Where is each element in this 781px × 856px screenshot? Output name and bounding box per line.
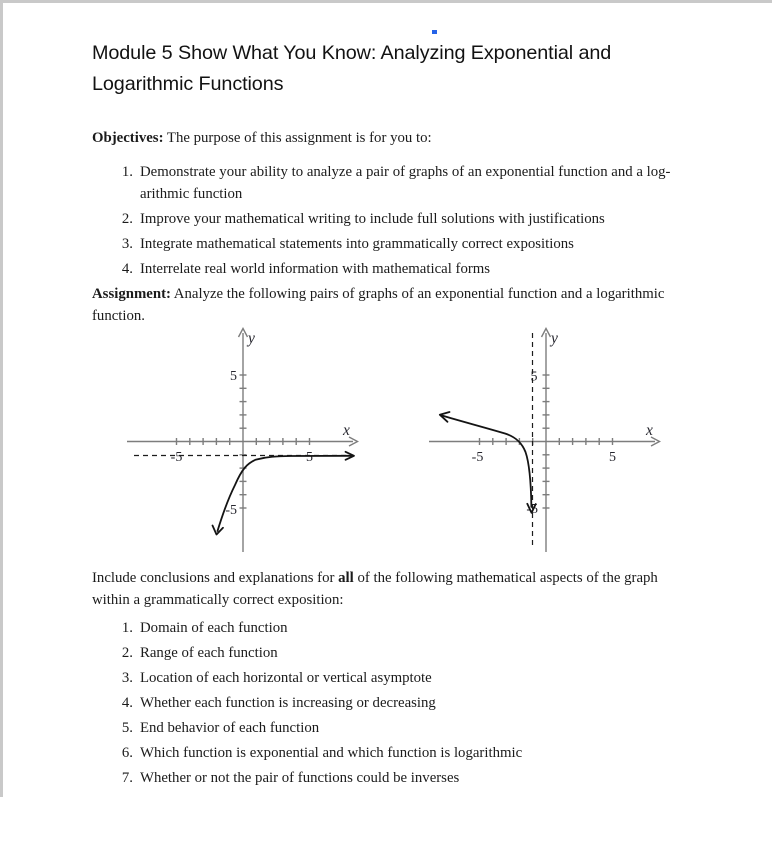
list-item-number: 6.: [121, 745, 133, 761]
tick-label-xneg5: -5: [471, 450, 484, 465]
title-line-2: Logarithmic Functions: [92, 73, 284, 95]
exponential-graph: [125, 322, 360, 558]
page-edge-top: [0, 0, 772, 3]
axes: [127, 329, 358, 553]
list-item-text: Whether each function is increasing or decreasing: [140, 695, 436, 711]
assignment-paragraph: [92, 283, 712, 327]
logarithmic-graph: [425, 322, 665, 558]
list-item-number: 3.: [121, 236, 133, 252]
list-item-text: Interrelate real world information with mathematical forms: [140, 261, 491, 277]
list-item: [115, 692, 715, 714]
list-item-number: 2.: [121, 645, 133, 661]
list-item-number: 1.: [121, 164, 133, 180]
list-item: [115, 742, 715, 764]
list-item: [115, 767, 715, 789]
objectives-list: [115, 161, 715, 283]
tick-label-x5: 5: [609, 450, 616, 465]
list-item-number: 7.: [121, 770, 133, 786]
objectives-label: Objectives:: [92, 130, 164, 146]
include-prefix: Include conclusions and explanations for: [92, 570, 339, 586]
exponential-curve: [213, 452, 355, 535]
include-suffix: of the following mathematical aspects of the graph: [353, 570, 658, 586]
include-bold: all: [338, 570, 354, 586]
list-item-text: Improve your mathematical writing to include full solutions with justifications: [140, 211, 605, 227]
list-item-text: Whether or not the pair of functions could be inverses: [140, 770, 460, 786]
list-item-number: 2.: [121, 211, 133, 227]
list-item-text: Demonstrate your ability to analyze a pair of graphs of an exponential function and a log-: [140, 164, 671, 180]
list-item-number: 4.: [121, 695, 133, 711]
y-axis-label: y: [551, 330, 558, 347]
list-item-text: Domain of each function: [140, 620, 288, 636]
axes: [429, 329, 660, 553]
list-item-text: End behavior of each function: [140, 720, 320, 736]
tick-label-y5: 5: [530, 369, 538, 385]
assignment-text-line-2: function.: [92, 308, 146, 324]
assignment-label: Assignment:: [92, 286, 171, 302]
tick-label-yneg5: -5: [526, 502, 538, 517]
list-item-number: 3.: [121, 670, 133, 686]
list-item-number: 4.: [121, 261, 133, 277]
objectives-intro: The purpose of this assignment is for you to:: [163, 130, 432, 146]
list-item-text: Which function is exponential and which function is logarithmic: [140, 745, 523, 761]
list-item: [115, 717, 715, 739]
list-item-text: Range of each function: [140, 645, 278, 661]
list-item: [115, 617, 715, 639]
list-item-text: arithmic function: [140, 186, 243, 202]
title-line-1: Module 5 Show What You Know: Analyzing Exponential and: [92, 42, 612, 64]
logarithmic-curve: [440, 412, 536, 513]
page-edge-left: [0, 0, 3, 797]
y-axis-label: y: [248, 330, 255, 347]
list-item: [115, 233, 715, 255]
x-axis-label: x: [646, 422, 653, 439]
list-item-text: Location of each horizontal or vertical asymptote: [140, 670, 432, 686]
objectives-paragraph: [92, 127, 712, 149]
list-item-number: 1.: [121, 620, 133, 636]
cursor-dot: [432, 30, 437, 34]
list-item: [115, 642, 715, 664]
list-item-number: 5.: [121, 720, 133, 736]
list-item-text: Integrate mathematical statements into grammatically correct expositions: [140, 236, 574, 252]
include-line-2: within a grammatically correct exposition:: [92, 592, 344, 608]
aspects-list: [115, 617, 715, 792]
tick-label-xneg5: -5: [170, 450, 183, 465]
list-item: [115, 667, 715, 689]
assignment-text: Analyze the following pairs of graphs of an exponential function and a logarithmic: [170, 286, 665, 302]
tick-label-x5: 5: [306, 450, 313, 465]
include-paragraph: [92, 567, 722, 611]
list-item: [115, 161, 715, 205]
x-axis-label: x: [343, 422, 350, 439]
tick-label-yneg5: -5: [225, 503, 237, 518]
list-item: [115, 258, 715, 280]
tick-label-y5: 5: [230, 369, 237, 384]
page-title: [92, 38, 722, 100]
list-item: [115, 208, 715, 230]
